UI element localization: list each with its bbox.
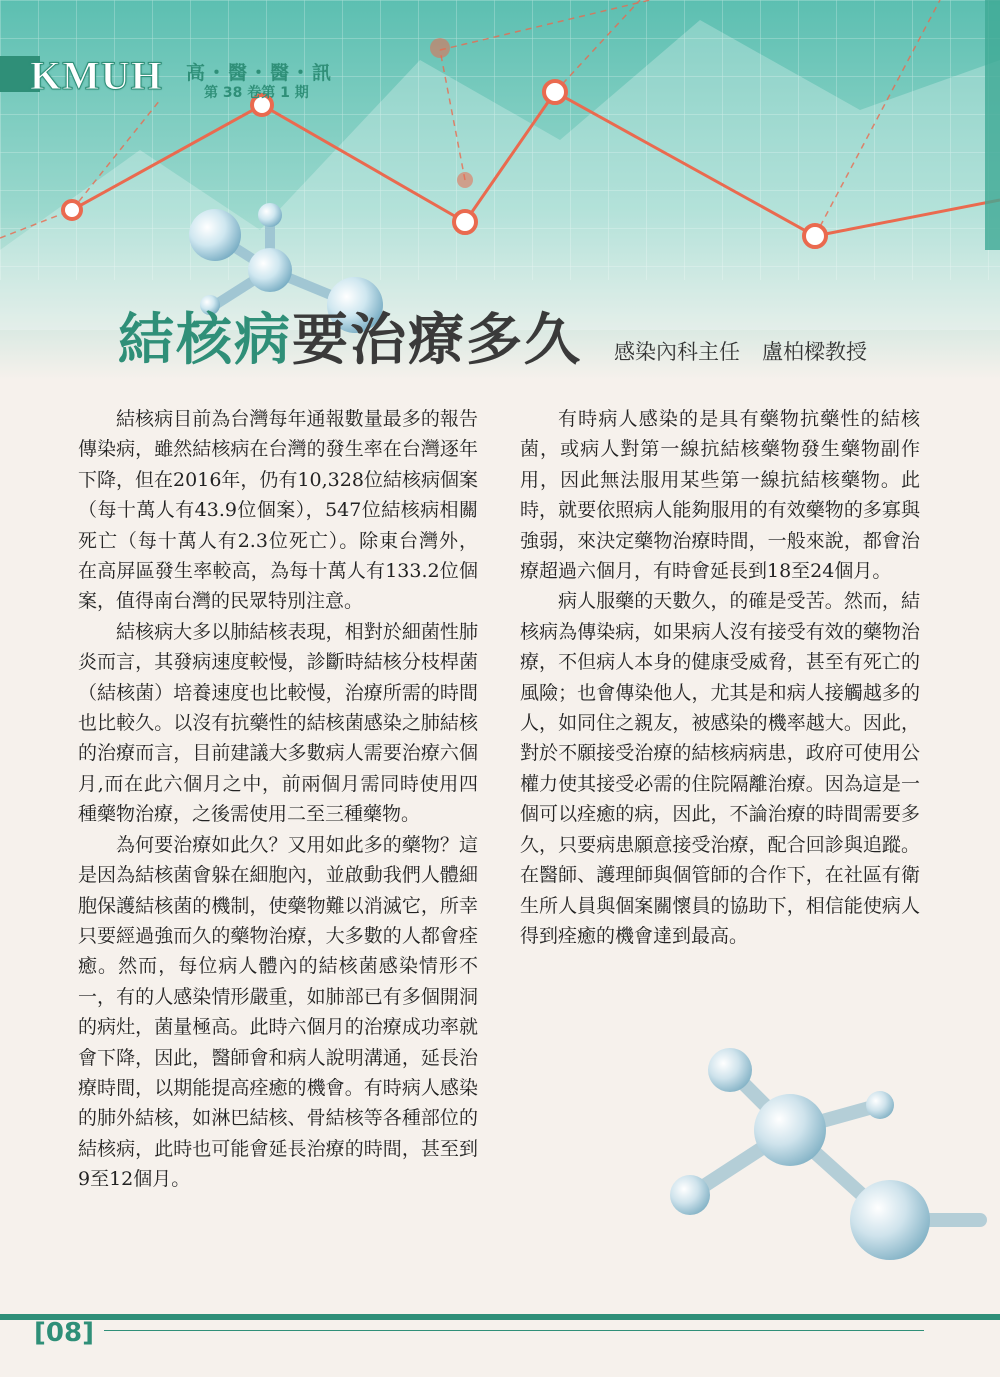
article-column-left bbox=[78, 404, 478, 1195]
molecule-illustration bbox=[560, 1000, 1000, 1320]
footer-bar bbox=[0, 1314, 1000, 1320]
kmuh-logo: KMUH bbox=[30, 53, 163, 98]
issue-label: 第 38 卷第 1 期 bbox=[204, 85, 309, 101]
author-name: 盧柏樑教授 bbox=[762, 340, 867, 364]
author-byline bbox=[614, 336, 867, 366]
paragraph: 結核病大多以肺結核表現，相對於細菌性肺炎而言，其發病速度較慢，診斷時結核分枝桿菌（結核菌）培養速度也比較慢，治療所需的時間也比較久。以沒有抗藥性的結核菌感染之肺結核的治療而言，目前建議大多數病人需要治療六個月,而在此六個月之中，前兩個月需同時使用四種藥物治療，之後需使用二至三種藥物。 bbox=[78, 620, 478, 826]
paragraph: 有時病人感染的是具有藥物抗藥性的結核菌，或病人對第一線抗結核藥物發生藥物副作用，因此無法服用某些第一線抗結核藥物。此時，就要依照病人能夠服用的有效藥物的多寡與強弱，來決定藥物治療時間，一般來說，都會治療超過六個月，有時會延長到18至24個月。 bbox=[520, 408, 920, 583]
article-column-right bbox=[520, 404, 920, 951]
title-part-2: 要治療多久 bbox=[292, 308, 582, 373]
author-title: 感染內科主任 bbox=[614, 340, 740, 364]
page-number: [08] bbox=[34, 1318, 94, 1348]
paragraph: 病人服藥的天數久，的確是受苦。然而，結核病為傳染病，如果病人沒有接受有效的藥物治療，不但病人本身的健康受威脅，甚至有死亡的風險；也會傳染他人，尤其是和病人接觸越多的人，如同住之親友，被感染的機率越大。因此，對於不願接受治療的結核病病患，政府可使用公權力使其接受必需的住院隔離治療。因為這是一個可以痊癒的病，因此，不論治療的時間需要多久，只要病患願意接受治療，配合回診與追蹤。在醫師、護理師與個管師的合作下，在社區有衛生所人員與個案關懷員的協助下，相信能使病人得到痊癒的機會達到最高。 bbox=[520, 590, 920, 947]
paragraph: 結核病目前為台灣每年通報數量最多的報告傳染病，雖然結核病在台灣的發生率在台灣逐年下降，但在2016年，仍有10,328位結核病個案（每十萬人有43.9位個案），547位結核病相關死亡（每十萬人有2.3位死亡）。除東台灣外，在高屏區發生率較高，為每十萬人有133.2位個案，值得南台灣的民眾特別注意。 bbox=[78, 408, 478, 613]
article-title bbox=[118, 296, 582, 376]
footer-rule bbox=[104, 1330, 924, 1331]
publication-name: 高・醫・醫・訊 bbox=[186, 62, 334, 84]
paragraph: 為何要治療如此久？又用如此多的藥物？這是因為結核菌會躲在細胞內，並啟動我們人體細胞保護結核菌的機制，使藥物難以消滅它，所幸只要經過強而久的藥物治療，大多數的人都會痊癒。然而，每位病人體內的結核菌感染情形不一，有的人感染情形嚴重，如肺部已有多個開洞的病灶，菌量極高。此時六個月的治療成功率就會下降，因此，醫師會和病人說明溝通，延長治療時間，以期能提高痊癒的機會。有時病人感染的肺外結核，如淋巴結核、骨結核等各種部位的結核病，此時也可能會延長治療的時間，甚至到9至12個月。 bbox=[78, 833, 478, 1191]
title-part-1: 結核病 bbox=[118, 308, 292, 373]
